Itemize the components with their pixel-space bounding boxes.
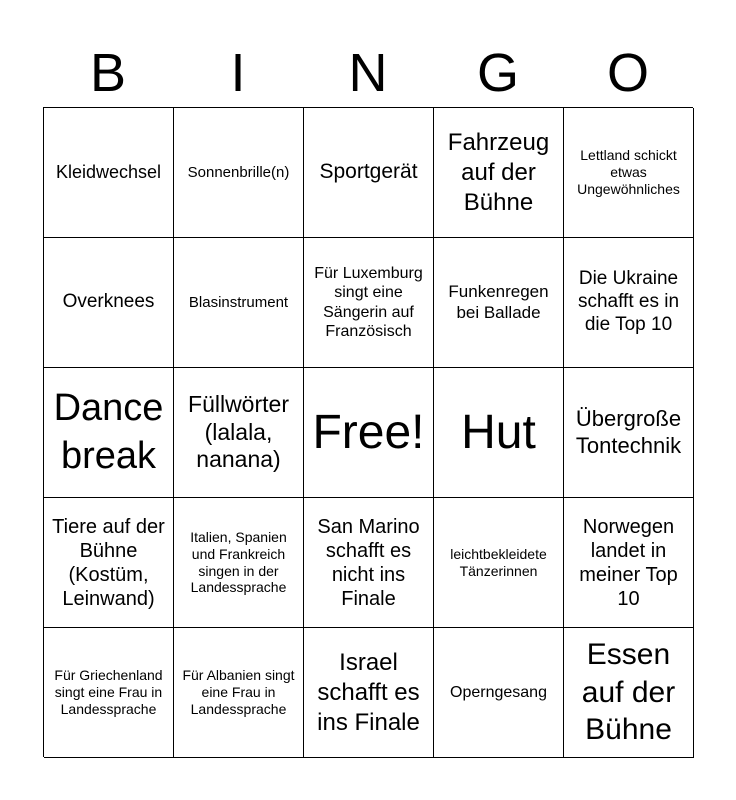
bingo-cell[interactable]: Lettland schickt etwas Ungewöhnliches: [564, 108, 694, 238]
header-letter-n: N: [348, 43, 388, 103]
bingo-cell[interactable]: Hut: [434, 368, 564, 498]
bingo-cell[interactable]: Funkenregen bei Ballade: [434, 238, 564, 368]
bingo-cell[interactable]: Übergroße Tontechnik: [564, 368, 694, 498]
bingo-cell[interactable]: Sonnenbrille(n): [174, 108, 304, 238]
bingo-cell[interactable]: Für Albanien singt eine Frau in Landessprache: [174, 628, 304, 758]
header-letter-o: O: [606, 43, 649, 103]
bingo-cell[interactable]: Tiere auf der Bühne (Kostüm, Leinwand): [44, 498, 174, 628]
bingo-cell[interactable]: Blasinstrument: [174, 238, 304, 368]
header-letter-g: G: [476, 43, 519, 103]
bingo-cell[interactable]: Essen auf der Bühne: [564, 628, 694, 758]
bingo-cell[interactable]: Israel schafft es ins Finale: [304, 628, 434, 758]
bingo-cell[interactable]: Sportgerät: [304, 108, 434, 238]
bingo-cell[interactable]: Für Luxemburg singt eine Sängerin auf Französisch: [304, 238, 434, 368]
bingo-cell[interactable]: Kleidwechsel: [44, 108, 174, 238]
bingo-cell[interactable]: Dance break: [44, 368, 174, 498]
bingo-header: [43, 38, 693, 108]
header-letter-i: I: [230, 43, 246, 103]
bingo-cell[interactable]: Italien, Spanien und Frankreich singen in der Landessprache: [174, 498, 304, 628]
bingo-cell[interactable]: Füllwörter (lalala, nanana): [174, 368, 304, 498]
bingo-cell[interactable]: Fahrzeug auf der Bühne: [434, 108, 564, 238]
bingo-cell[interactable]: San Marino schafft es nicht ins Finale: [304, 498, 434, 628]
bingo-cell[interactable]: leichtbekleidete Tänzerinnen: [434, 498, 564, 628]
bingo-cell[interactable]: Die Ukraine schafft es in die Top 10: [564, 238, 694, 368]
bingo-cell[interactable]: Für Griechenland singt eine Frau in Landessprache: [44, 628, 174, 758]
bingo-cell[interactable]: Operngesang: [434, 628, 564, 758]
bingo-cell-free[interactable]: Free!: [304, 368, 434, 498]
bingo-cell[interactable]: Overknees: [44, 238, 174, 368]
header-letter-b: B: [89, 43, 127, 103]
bingo-cell[interactable]: Norwegen landet in meiner Top 10: [564, 498, 694, 628]
bingo-grid: [43, 107, 693, 757]
